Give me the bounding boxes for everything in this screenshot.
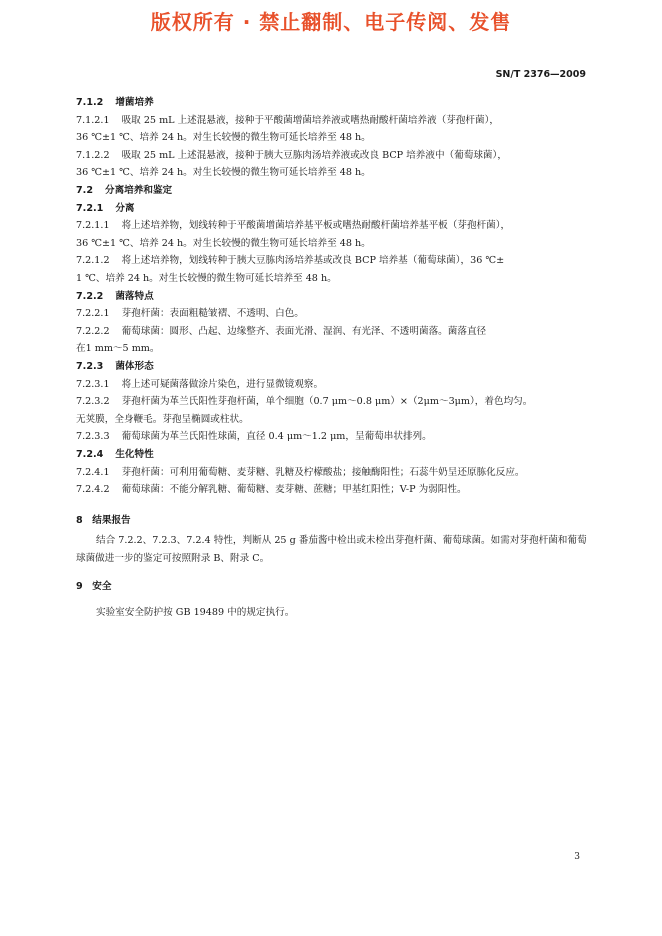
clause-line [76, 395, 532, 409]
clause-text: 增菌培养 [115, 97, 154, 108]
clause-line [76, 325, 486, 339]
page-number: 3 [574, 852, 580, 862]
clause-number: 7.2.2.1 [76, 308, 110, 320]
clause-text: 芽孢杆菌：可利用葡萄糖、麦芽糖、乳糖及柠檬酸盐；接触酶阳性；石蕊牛奶呈还原胨化反应。 [121, 466, 525, 478]
clause-number: 7.2.2 [76, 290, 104, 302]
clause-line [76, 430, 432, 444]
clause-number: 7.2.1 [76, 202, 104, 214]
clause-text: 芽孢杆菌为革兰氏阳性芽孢杆菌，单个细胞（0.7 μm～0.8 μm）×（2μm～3μm），着色均匀。 [121, 396, 533, 408]
section-9-body: 实验室安全防护按 GB 19489 中的规定执行。 [96, 607, 295, 618]
clause-line [76, 378, 323, 392]
clause-line [76, 131, 371, 145]
clause-text: 芽孢杆菌：表面粗糙皱褶、不透明、白色。 [121, 308, 304, 320]
standard-code: SN/T 2376—2009 [495, 69, 586, 80]
clause-number: 7.2 [76, 185, 93, 196]
clause-text: 在1 mm～5 mm。 [76, 343, 160, 355]
clause-line [76, 413, 249, 427]
clause-text: 葡萄球菌为革兰氏阳性球菌，直径 0.4 μm～1.2 μm，呈葡萄串状排列。 [121, 431, 432, 443]
clause-line [76, 184, 172, 198]
clause-text: 葡萄球菌：不能分解乳糖、葡萄糖、麦芽糖、蔗糖；甲基红阳性；V-P 为弱阳性。 [121, 484, 467, 496]
clause-text: 葡萄球菌：圆形、凸起、边缘整齐、表面光滑、湿润、有光泽、不透明菌落。菌落直径 [121, 325, 487, 337]
section-8-heading: 8 结果报告 [76, 515, 131, 526]
clause-number: 7.2.1.2 [76, 255, 110, 267]
clause-number: 7.2.3.2 [76, 396, 110, 408]
clause-line [76, 96, 154, 110]
clause-text: 无荚膜，全身鞭毛。芽孢呈椭圆或柱状。 [76, 413, 249, 425]
clause-line [76, 483, 467, 497]
clause-text: 36 ℃±1 ℃、培养 24 h。对生长较慢的微生物可延长培养至 48 h。 [76, 237, 371, 249]
clause-text: 将上述可疑菌落做涂片染色，进行显微镜观察。 [121, 378, 324, 390]
clause-line [76, 149, 507, 163]
section-8-body: 结合 7.2.2、7.2.3、7.2.4 特性，判断从 25 g 番茄酱中检出或未检出芽孢杆菌、葡萄球菌。如需对芽孢杆菌和葡萄球菌做进一步的鉴定可按照附录 B、附录 C。 [76, 535, 587, 564]
clause-text: 菌落特点 [115, 290, 154, 302]
clause-text: 36 ℃±1 ℃、培养 24 h。对生长较慢的微生物可延长培养至 48 h。 [76, 167, 371, 179]
clause-text: 36 ℃±1 ℃、培养 24 h。对生长较慢的微生物可延长培养至 48 h。 [76, 132, 371, 144]
clause-text: 生化特性 [115, 449, 154, 460]
clause-line [76, 448, 154, 462]
clause-number: 7.1.2 [76, 97, 104, 108]
clause-number: 7.2.4.2 [76, 484, 110, 496]
clause-line [76, 202, 135, 216]
section-9-heading: 9 安全 [76, 581, 112, 592]
clause-text: 吸取 25 mL 上述混悬液，接种于平酸菌增菌培养液或嗜热耐酸杆菌培养液（芽孢杆菌）， [121, 114, 499, 126]
clause-text: 将上述培养物，划线转种于平酸菌增菌培养基平板或嗜热耐酸杆菌培养基平板（芽孢杆菌）， [121, 220, 511, 232]
clause-number: 7.2.3 [76, 361, 104, 372]
clause-number: 7.2.2.2 [76, 325, 110, 337]
clause-text: 菌体形态 [115, 361, 154, 372]
clause-line [76, 342, 159, 356]
clause-line [76, 360, 154, 374]
clause-line [76, 254, 504, 268]
clause-number: 7.1.2.1 [76, 114, 110, 126]
clause-number: 7.2.3.3 [76, 431, 110, 443]
clause-number: 7.1.2.2 [76, 149, 110, 161]
clause-number: 7.2.4 [76, 449, 104, 460]
clause-number: 7.2.4.1 [76, 466, 110, 478]
clause-line [76, 466, 525, 480]
clause-number: 7.2.1.1 [76, 220, 110, 232]
clause-line [76, 166, 371, 180]
clause-line [76, 272, 337, 286]
clause-number: 7.2.3.1 [76, 378, 110, 390]
clause-text: 分离培养和鉴定 [105, 185, 173, 196]
clause-line [76, 219, 510, 233]
clause-text: 将上述培养物，划线转种于胰大豆胨肉汤培养基或改良 BCP 培养基（葡萄球菌），36 ℃± [121, 255, 505, 267]
clause-line [76, 237, 371, 251]
clause-text: 1 ℃、培养 24 h。对生长较慢的微生物可延长培养至 48 h。 [76, 273, 337, 284]
clause-line [76, 114, 499, 128]
copyright-watermark: 版权所有 · 禁止翻制、电子传阅、发售 [150, 10, 512, 34]
clause-line [76, 307, 304, 321]
clause-line [76, 290, 154, 304]
clause-text: 吸取 25 mL 上述混悬液，接种于胰大豆胨肉汤培养液或改良 BCP 培养液中（葡萄球菌）， [121, 149, 507, 161]
clause-text: 分离 [115, 202, 135, 214]
